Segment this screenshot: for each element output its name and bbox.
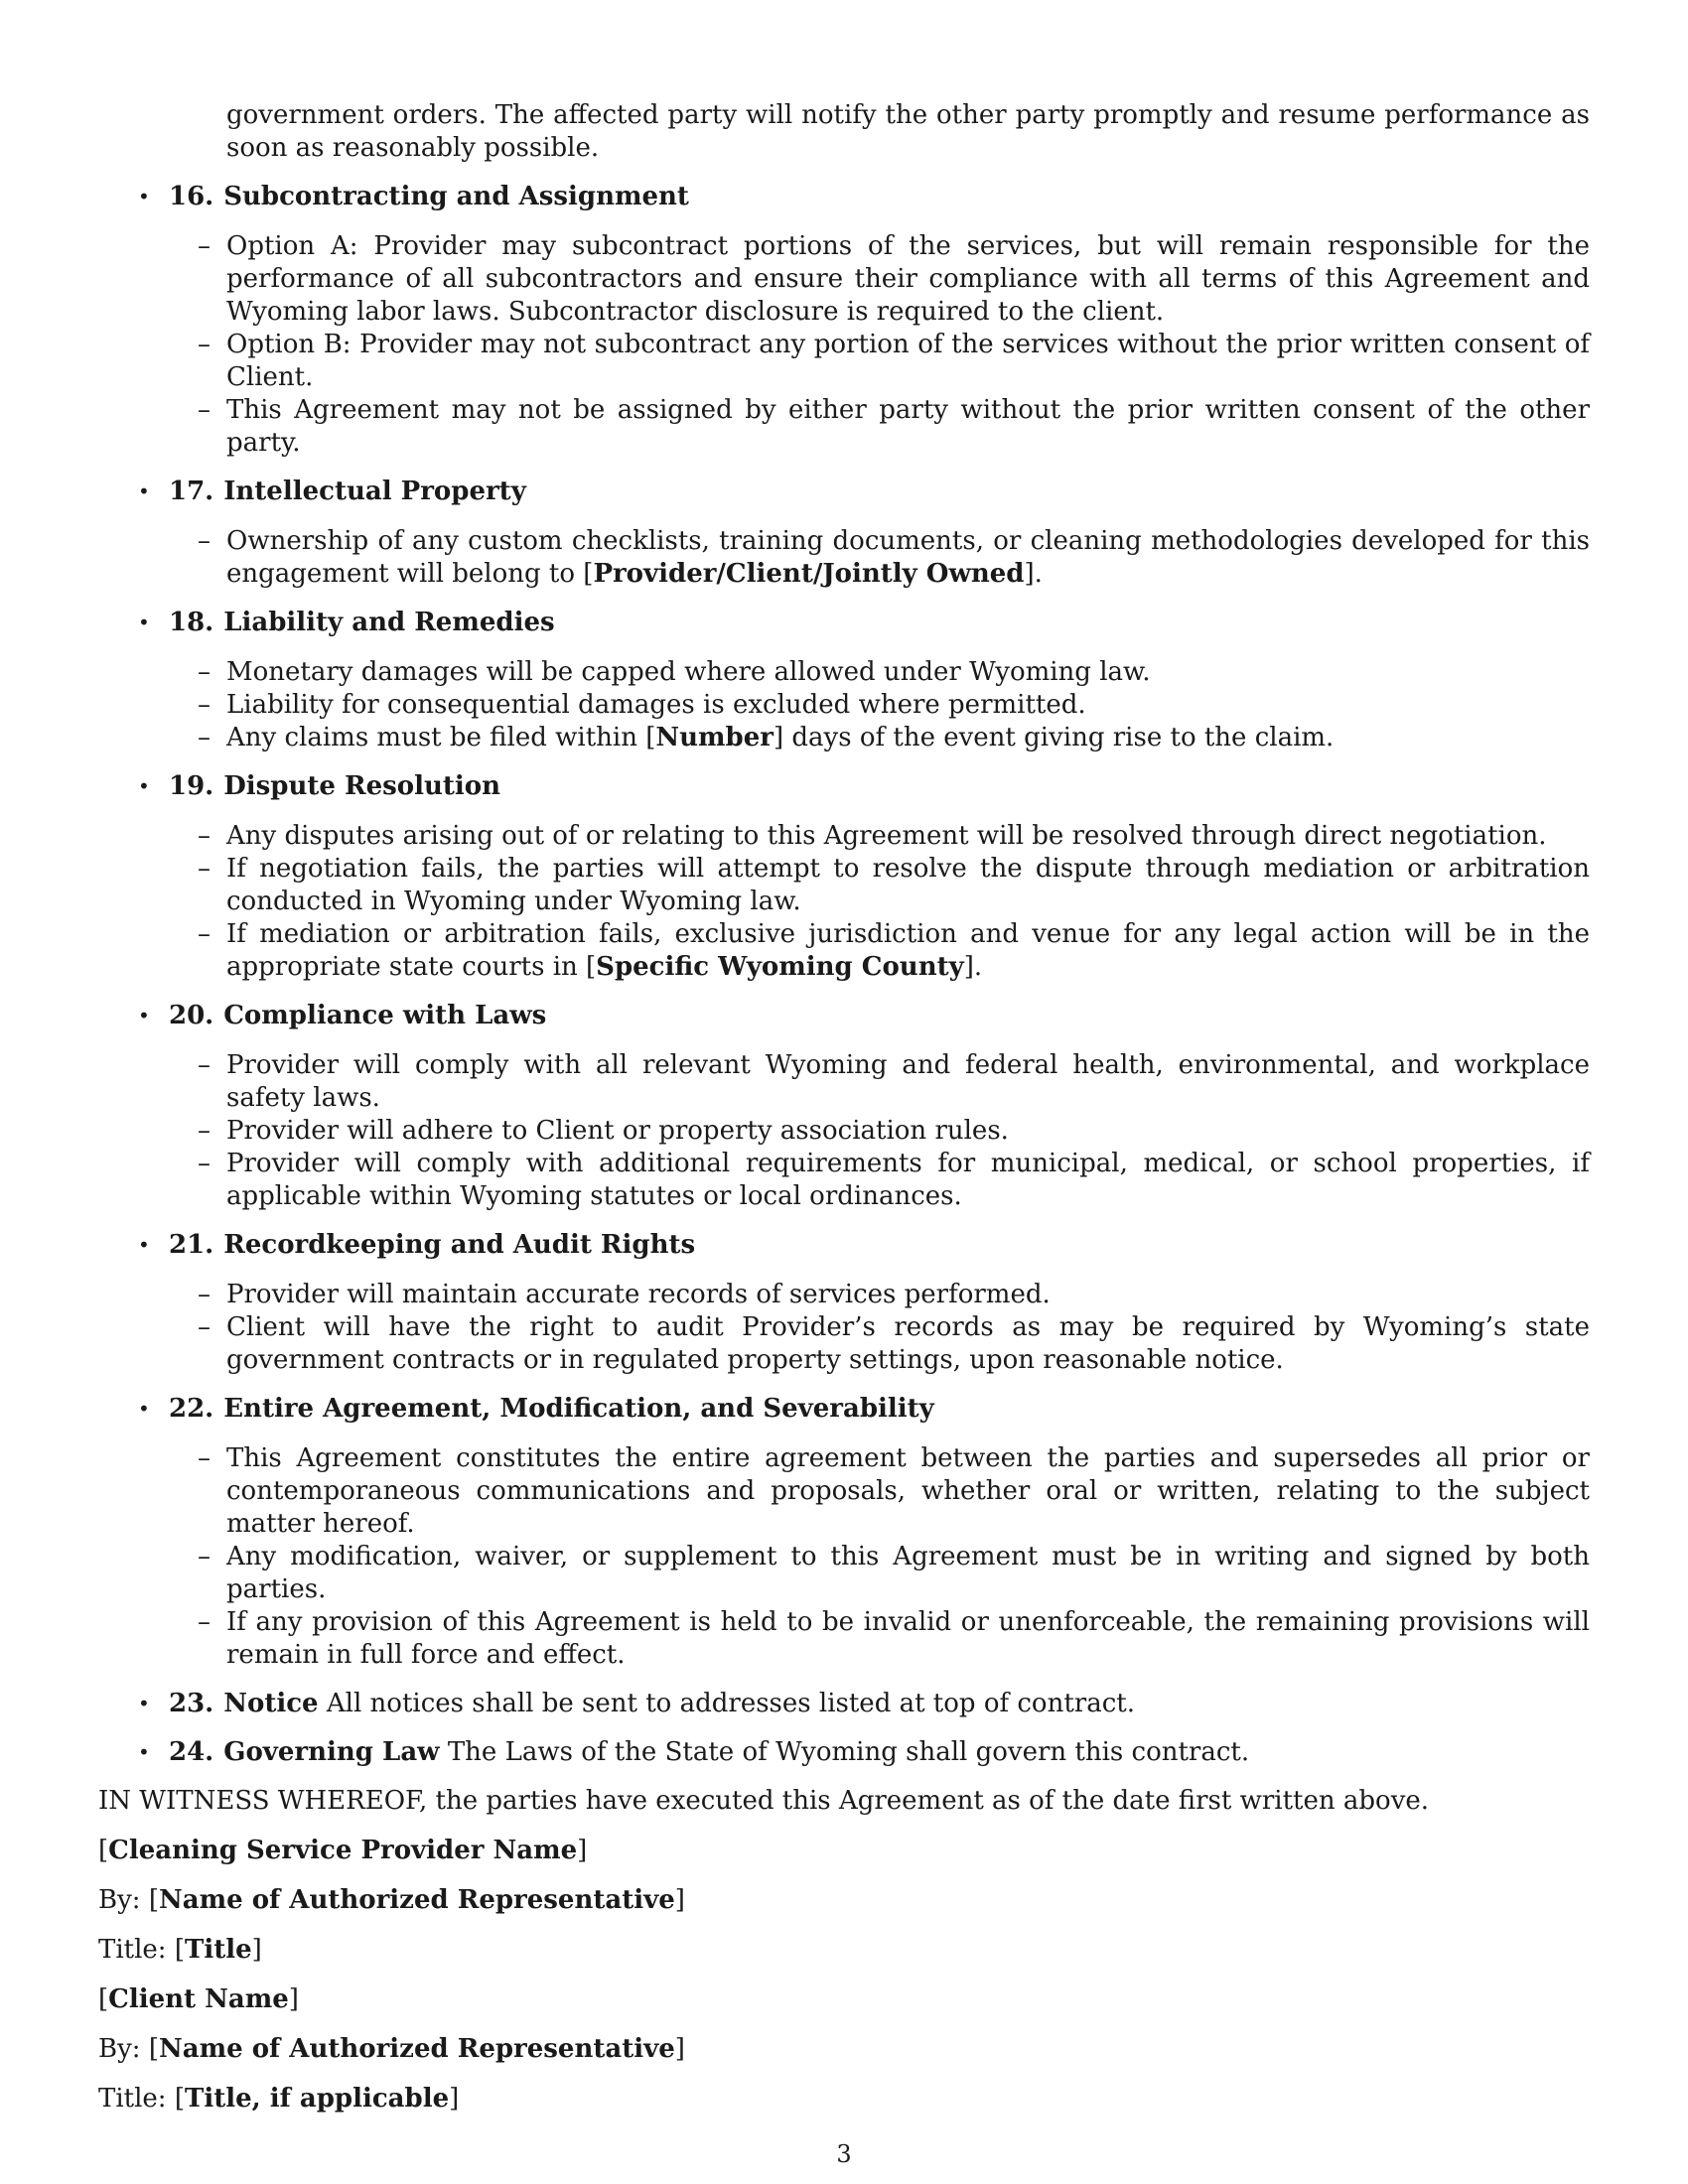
dash-icon: – bbox=[198, 231, 211, 261]
clause-list bbox=[169, 820, 1590, 984]
section-number: 19. bbox=[169, 771, 214, 801]
clause-text: Any disputes arising out of or relating to this Agreement will be resolved through direct negotiation. bbox=[226, 821, 1547, 851]
bullet-icon: • bbox=[138, 1692, 150, 1715]
clause-item bbox=[169, 853, 1590, 918]
section-item bbox=[98, 770, 1590, 984]
section-item bbox=[98, 1736, 1590, 1769]
section-title: Entire Agreement, Modification, and Severability bbox=[223, 1394, 934, 1424]
clause-text: This Agreement may not be assigned by either party without the prior written consent of the other party. bbox=[226, 395, 1590, 458]
signature-line: Title: [Title, if applicable] bbox=[98, 2084, 460, 2114]
signature-line: Title: [Title] bbox=[98, 1935, 262, 1965]
dash-icon: – bbox=[198, 1607, 211, 1637]
dash-icon: – bbox=[198, 1542, 211, 1571]
placeholder-field: Title bbox=[185, 1935, 252, 1965]
bullet-icon: • bbox=[138, 185, 150, 208]
section-inline-text: All notices shall be sent to addresses listed at top of contract. bbox=[326, 1689, 1135, 1718]
clause-text: If mediation or arbitration fails, exclusive jurisdiction and venue for any legal action will be in the appropriate state courts in [ bbox=[226, 919, 1590, 982]
clause-item bbox=[169, 689, 1590, 722]
placeholder-field: Name of Authorized Representative bbox=[158, 1885, 675, 1915]
clause-text: ]. bbox=[1024, 559, 1043, 589]
continued-paragraph: government orders. The affected party will notify the other party promptly and resume performance as soon as reasonably possible. bbox=[226, 100, 1590, 163]
section-item bbox=[98, 1393, 1590, 1672]
section-number: 18. bbox=[169, 608, 214, 637]
clause-item bbox=[169, 329, 1590, 394]
clause-item bbox=[169, 820, 1590, 853]
clause-text: Liability for consequential damages is excluded where permitted. bbox=[226, 690, 1086, 720]
section-heading bbox=[169, 1393, 1590, 1426]
section-number: 24. bbox=[169, 1737, 214, 1767]
section-item bbox=[98, 607, 1590, 754]
clause-text: Option A: Provider may subcontract portions of the services, but will remain responsible for the performance of all subcontractors and ensure their compliance with all terms of this Agreement and Wyoming labor laws. Subcontractor disclosure is required to the client. bbox=[226, 231, 1590, 327]
clause-item bbox=[169, 525, 1590, 591]
section-item bbox=[98, 476, 1590, 591]
section-heading bbox=[169, 181, 1590, 213]
placeholder-field: Provider/Client/Jointly Owned bbox=[593, 559, 1025, 589]
placeholder-field: Client Name bbox=[108, 1984, 289, 2014]
section-list bbox=[98, 181, 1590, 1769]
clause-item bbox=[169, 656, 1590, 689]
section-heading bbox=[169, 1000, 1590, 1032]
section-heading bbox=[169, 476, 1590, 508]
dash-icon: – bbox=[198, 690, 211, 720]
clause-text: This Agreement constitutes the entire agreement between the parties and supersedes all prior or contemporaneous communications and proposals, whether oral or written, relating to the subject matter hereof. bbox=[226, 1443, 1590, 1539]
placeholder-field: Name of Authorized Representative bbox=[158, 2034, 675, 2064]
clause-text: Option B: Provider may not subcontract any portion of the services without the prior written consent of Client. bbox=[226, 330, 1590, 392]
clause-list bbox=[169, 1049, 1590, 1213]
dash-icon: – bbox=[198, 1149, 211, 1178]
dash-icon: – bbox=[198, 526, 211, 556]
section-heading bbox=[169, 607, 1590, 639]
dash-icon: – bbox=[198, 854, 211, 884]
clause-item bbox=[169, 1541, 1590, 1606]
section-item bbox=[98, 1229, 1590, 1377]
section-heading bbox=[169, 1688, 1590, 1720]
placeholder-field: Number bbox=[655, 723, 774, 752]
signature-label: Title: bbox=[98, 2084, 175, 2114]
signature-line: [Client Name] bbox=[98, 1984, 299, 2014]
clause-text: ] days of the event giving rise to the claim. bbox=[773, 723, 1335, 752]
clause-item bbox=[169, 1148, 1590, 1213]
section-title: Liability and Remedies bbox=[223, 608, 555, 637]
clause-item bbox=[169, 1115, 1590, 1148]
dash-icon: – bbox=[198, 723, 211, 752]
clause-item bbox=[169, 1279, 1590, 1311]
section-title: Recordkeeping and Audit Rights bbox=[223, 1230, 696, 1260]
section-heading bbox=[169, 1229, 1590, 1262]
clause-text: If negotiation fails, the parties will attempt to resolve the dispute through mediation or arbitration conducted in Wyoming under Wyoming law. bbox=[226, 854, 1590, 916]
clause-list bbox=[169, 656, 1590, 754]
bullet-icon: • bbox=[138, 1233, 150, 1257]
witness-statement: IN WITNESS WHEREOF, the parties have executed this Agreement as of the date first written above. bbox=[98, 1786, 1430, 1816]
placeholder-field: Cleaning Service Provider Name bbox=[108, 1836, 578, 1865]
bullet-icon: • bbox=[138, 1740, 150, 1764]
section-title: Notice bbox=[223, 1689, 319, 1718]
clause-item bbox=[169, 1442, 1590, 1541]
section-heading bbox=[169, 770, 1590, 803]
signature-label: By: bbox=[98, 1885, 149, 1915]
signature-line: By: [Name of Authorized Representative] bbox=[98, 2034, 685, 2064]
signature-label: By: bbox=[98, 2034, 149, 2064]
clause-item bbox=[169, 918, 1590, 984]
dash-icon: – bbox=[198, 1116, 211, 1146]
clause-item bbox=[169, 1049, 1590, 1115]
section-number: 20. bbox=[169, 1001, 214, 1030]
page-number: 3 bbox=[836, 2140, 852, 2168]
clause-text: Provider will comply with all relevant Wyoming and federal health, environmental, and workplace safety laws. bbox=[226, 1050, 1590, 1113]
clause-item bbox=[169, 1311, 1590, 1377]
section-title: Dispute Resolution bbox=[223, 771, 501, 801]
clause-text: If any provision of this Agreement is held to be invalid or unenforceable, the remaining provisions will remain in full force and effect. bbox=[226, 1607, 1590, 1670]
bullet-icon: • bbox=[138, 1004, 150, 1027]
placeholder-field: Title, if applicable bbox=[185, 2084, 450, 2114]
section-item bbox=[98, 181, 1590, 460]
section-title: Compliance with Laws bbox=[223, 1001, 547, 1030]
dash-icon: – bbox=[198, 1050, 211, 1080]
clause-text: ]. bbox=[963, 952, 983, 982]
bullet-icon: • bbox=[138, 611, 150, 634]
clause-item bbox=[169, 1606, 1590, 1672]
bullet-icon: • bbox=[138, 479, 150, 503]
clause-text: Ownership of any custom checklists, training documents, or cleaning methodologies developed for this engagement will belong to [ bbox=[226, 526, 1590, 589]
dash-icon: – bbox=[198, 1443, 211, 1473]
clause-item bbox=[169, 394, 1590, 460]
placeholder-field: Specific Wyoming County bbox=[596, 952, 964, 982]
section-item bbox=[98, 1000, 1590, 1213]
clause-text: Provider will maintain accurate records of services performed. bbox=[226, 1280, 1051, 1309]
dash-icon: – bbox=[198, 395, 211, 425]
section-item bbox=[98, 1688, 1590, 1720]
section-inline-text: The Laws of the State of Wyoming shall govern this contract. bbox=[447, 1737, 1250, 1767]
section-heading bbox=[169, 1736, 1590, 1769]
dash-icon: – bbox=[198, 1280, 211, 1309]
clause-text: Monetary damages will be capped where allowed under Wyoming law. bbox=[226, 657, 1151, 687]
clause-item bbox=[169, 722, 1590, 754]
clause-text: Any modification, waiver, or supplement to this Agreement must be in writing and signed by both parties. bbox=[226, 1542, 1590, 1604]
clause-list bbox=[169, 1442, 1590, 1672]
document-body bbox=[98, 99, 1590, 2116]
section-number: 16. bbox=[169, 182, 214, 211]
dash-icon: – bbox=[198, 330, 211, 359]
clause-text: Provider will comply with additional requirements for municipal, medical, or school properties, if applicable within Wyoming statutes or local ordinances. bbox=[226, 1149, 1590, 1211]
signature-line: By: [Name of Authorized Representative] bbox=[98, 1885, 685, 1915]
signature-line: [Cleaning Service Provider Name] bbox=[98, 1836, 588, 1865]
signature-label: Title: bbox=[98, 1935, 175, 1965]
bullet-icon: • bbox=[138, 774, 150, 798]
section-number: 23. bbox=[169, 1689, 214, 1718]
clause-text: Client will have the right to audit Provider’s records as may be required by Wyoming’s state government contracts or in regulated property settings, upon reasonable notice. bbox=[226, 1312, 1590, 1375]
dash-icon: – bbox=[198, 657, 211, 687]
section-number: 17. bbox=[169, 477, 214, 506]
clause-list bbox=[169, 525, 1590, 591]
clause-text: Provider will adhere to Client or property association rules. bbox=[226, 1116, 1009, 1146]
section-title: Governing Law bbox=[223, 1737, 440, 1767]
clause-text: Any claims must be filed within [ bbox=[226, 723, 656, 752]
section-title: Subcontracting and Assignment bbox=[223, 182, 689, 211]
clause-list bbox=[169, 230, 1590, 460]
dash-icon: – bbox=[198, 1312, 211, 1342]
clause-list bbox=[169, 1279, 1590, 1377]
section-number: 22. bbox=[169, 1394, 214, 1424]
clause-item bbox=[169, 230, 1590, 329]
section-number: 21. bbox=[169, 1230, 214, 1260]
bullet-icon: • bbox=[138, 1397, 150, 1421]
dash-icon: – bbox=[198, 919, 211, 949]
signature-block bbox=[98, 1835, 1590, 2116]
section-title: Intellectual Property bbox=[223, 477, 526, 506]
dash-icon: – bbox=[198, 821, 211, 851]
